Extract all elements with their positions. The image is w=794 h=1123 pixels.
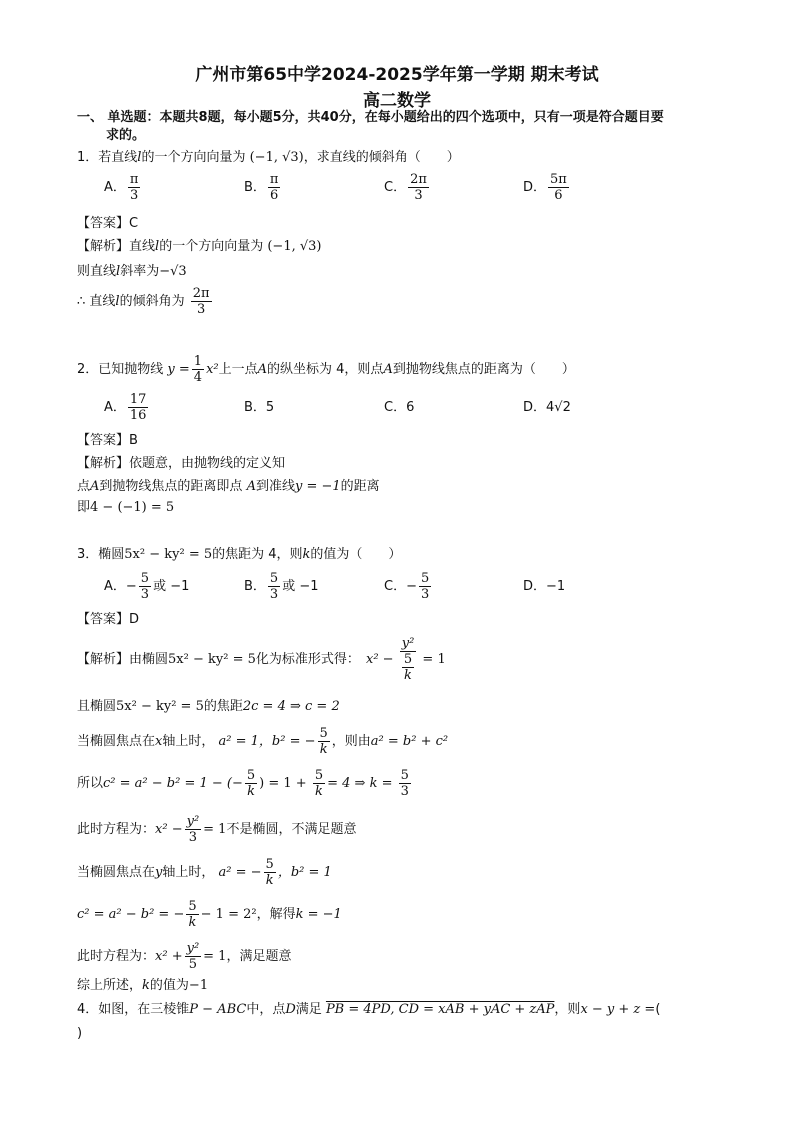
q1-option-c: C． $\frac{2\pi}{3}$ <box>384 172 427 203</box>
section-heading-cont: 求的。 <box>106 128 146 143</box>
q2-stem: 2．已知抛物线 y = $\frac{1}{4}$ x²上一点A的纵坐标为 4，则点A到抛物线焦点的距离为（ ） <box>77 354 575 385</box>
q1-analysis-line1: 【解析】直线l的一个方向向量为 (−1, √3) <box>77 239 322 254</box>
q3-analysis-line9: 综上所述，k的值为−1 <box>77 978 209 993</box>
q3-analysis-line5: 此时方程为：x² − $\frac{\text{y²}}{3}$ = 1不是椭圆，不满足题意 <box>77 814 357 845</box>
q2-option-a: A． $\frac{17}{16}$ <box>104 392 147 423</box>
q1-stem: 1．若直线l的一个方向向量为 (−1, √3)，求直线的倾斜角（ ） <box>77 150 460 165</box>
q3-analysis-line1: 【解析】由椭圆5x² − ky² = 5化为标准形式得： <box>77 652 360 667</box>
q3-analysis-line2: 且椭圆5x² − ky² = 5的焦距2c = 4 ⇒ c = 2 <box>77 699 340 714</box>
q1-analysis-line2: 则直线l斜率为−√3 <box>77 264 187 279</box>
q3-answer: 【答案】D <box>77 612 140 627</box>
q3-analysis-line4: 所以c² = a² − b² = 1 − (− $\frac{5}{k}$ ) = 1 + $\frac{5}{k}$ = 4 ⇒ k = $\frac{5}{3}$ <box>77 768 409 799</box>
q3-stem: 3．椭圆5x² − ky² = 5的焦距为 4，则k的值为（ ） <box>77 547 402 562</box>
q2-analysis-line2: 点A到抛物线焦点的距离即点 A到准线y = −1的距离 <box>77 479 380 494</box>
q4-stem-cont: ) <box>77 1026 83 1041</box>
q3-analysis-line8: 此时方程为：x² + $\frac{\text{y²}}{5}$ = 1，满足题意 <box>77 941 292 972</box>
q2-option-d: D．4√2 <box>523 400 571 415</box>
q1-option-d: D． $\frac{5\pi}{6}$ <box>523 172 567 203</box>
q1-answer: 【答案】C <box>77 216 139 231</box>
exam-title: 广州市第65中学2024-2025学年第一学期 期末考试 <box>195 65 599 85</box>
q3-analysis-line7: c² = a² − b² = − $\frac{5}{k}$ − 1 = 2²，解得k = −1 <box>77 899 342 930</box>
q1-option-a: A． $\frac{\pi}{3}$ <box>104 172 139 203</box>
exam-subtitle: 高二数学 <box>363 91 431 111</box>
q3-option-b: B． $\frac{5}{3}$ 或 −1 <box>244 571 319 602</box>
q3-option-c: C．− $\frac{5}{3}$ <box>384 571 430 602</box>
q2-analysis-line1: 【解析】依题意，由抛物线的定义知 <box>77 456 286 471</box>
q2-analysis-line3: 即4 − (−1) = 5 <box>77 500 175 515</box>
q4-stem: 4．如图，在三棱锥P − ABC中，点D满足 PB = 4PD, CD = xAB + yAC + zAP，则x − y + z =( <box>77 1002 661 1017</box>
q2-option-b: B．5 <box>244 400 275 415</box>
q1-option-b: B． $\frac{\pi}{6}$ <box>244 172 279 203</box>
section-heading: 一、 单选题：本题共8题，每小题5分，共40分，在每小题给出的四个选项中，只有一项是符合题目要 <box>77 110 664 125</box>
q3-standard-form: x² − $\frac{\text{y²}}{\frac{5}{k}}$ = 1 <box>366 636 446 683</box>
q3-option-d: D．−1 <box>523 579 566 594</box>
q2-option-c: C．6 <box>384 400 415 415</box>
q1-analysis-line3: ∴ 直线l的倾斜角为 $\frac{2\pi}{3}$ <box>77 286 210 317</box>
q3-analysis-line3: 当椭圆焦点在x轴上时， a² = 1，b² = − $\frac{5}{k}$ ，则由a² = b² + c² <box>77 726 449 757</box>
q3-option-a: A．− $\frac{5}{3}$ 或 −1 <box>104 571 190 602</box>
q3-analysis-line6: 当椭圆焦点在y轴上时， a² = − $\frac{5}{k}$ ，b² = 1 <box>77 857 332 888</box>
q2-answer: 【答案】B <box>77 433 138 448</box>
